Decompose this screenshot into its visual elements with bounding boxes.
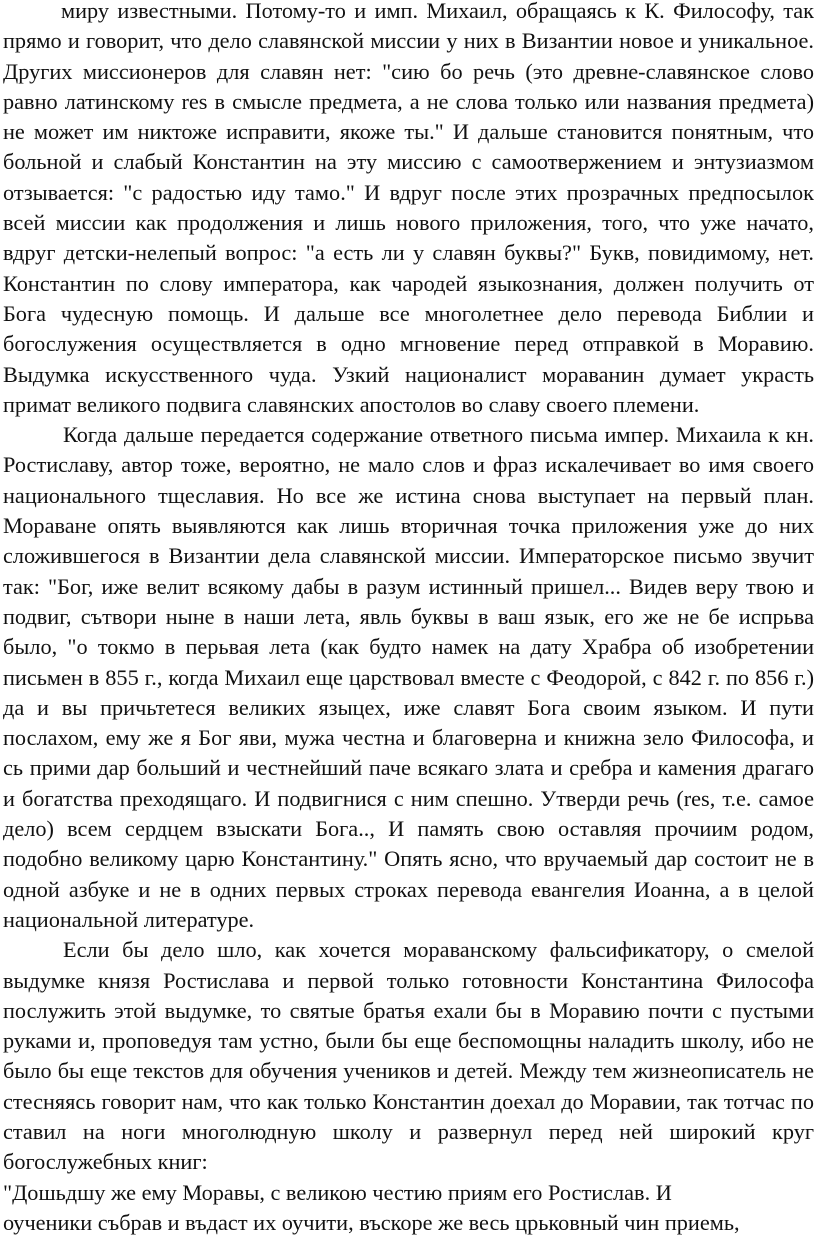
paragraph-1: миру известными. Потому-то и имп. Михаил, обращаясь к К. Философу, так прямо и говорит, что дело славянской миссии у них в Византии новое и уникальное. Других миссионеров для славян нет: "сию бо речь (это древне-славянское слово равно латинскому res в смысле предмета, а не слова только или названия предмета) не может им никтоже исправити, якоже ты." И дальше становится понятным, что больной и слабый Константин на эту миссию с самоотвержением и энтузиазмом отзывается: "с радостью иду тамо." И вдруг после этих прозрачных предпосылок всей миссии как продолжения и лишь нового приложения, того, что уже начато, вдруг детски-нелепый вопрос: "а есть ли у славян буквы?" Букв, повидимому, нет. Константин по слову императора, как чародей языкознания, должен получить от Бога чудесную помощь. И дальше все многолетнее дело перевода Библии и богослужения осуществляется в одно мгновение перед отправкой в Моравию. Выдумка искусственного чуда. Узкий националист мораванин думает украсть примат великого подвига славянских апостолов во славу своего племени. xyxy=(3,0,814,417)
quote-line-2: оученики събрав и въдаст их оучити, въскоре же весь црьковный чин приемь, xyxy=(3,1209,740,1235)
paragraph-3: Если бы дело шло, как хочется мораванскому фальсификатору, о смелой выдумке князя Ростислава и первой только готовности Константина Философа послужить этой выдумке, то святые братья ехали бы в Моравию почти с пустыми руками и, проповедуя там устно, были бы еще беспомощны наладить школу, ибо не было бы еще текстов для обучения учеников и детей. Между тем жизнеописатель не стесняясь говорит нам, что как только Константин доехал до Моравии, так тотчас по ставил на ноги многолюдную школу и развернул перед ней широкий круг богослужебных книг: xyxy=(3,937,814,1175)
quote-line-1: "Дошьдшу же ему Моравы, с великою честию приям его Ростислав. И xyxy=(3,1179,672,1205)
paragraph-2: Когда дальше передается содержание ответного письма импер. Михаила к кн. Ростиславу, автор тоже, вероятно, не мало слов и фраз искалечивает во имя своего национального тщеславия. Но все же истина снова выступает на первый план. Мораване опять выявляются как лишь вторичная точка приложения уже до них сложившегося в Византии дела славянской миссии. Императорское письмо звучит так: "Бог, иже велит всякому дабы в разум истинный пришел... Видев веру твою и подвиг, сътвори ныне в наши лета, явль буквы в ваш язык, его же не бе испрьва было, "о токмо в перьвая лета (как будто намек на дату Храбра об изобретении письмен в 855 г., когда Михаил еще царствовал вместе с Феодорой, с 842 г. по 856 г.) да и вы причьтетеся великих языцех, иже славят Бога своим языком. И пути послахом, ему же я Бог яви, мужа честна и благоверна и книжна зело Философа, и сь прими дар больший и честнейший паче всякаго злата и сребра и камения драгаго и богатства преходящаго. И подвигнися с ним спешно. Утверди речь (res, т.е. самое дело) всем сердцем взыскати Бога.., И память свою оставляя прочиим родом, подобно великому царю Константину." Опять ясно, что вручаемый дар состоит не в одной азбуке и не в одних первых строках перевода евангелия Иоанна, а в целой национальной литературе. xyxy=(3,422,814,932)
document-page xyxy=(3,0,814,1238)
